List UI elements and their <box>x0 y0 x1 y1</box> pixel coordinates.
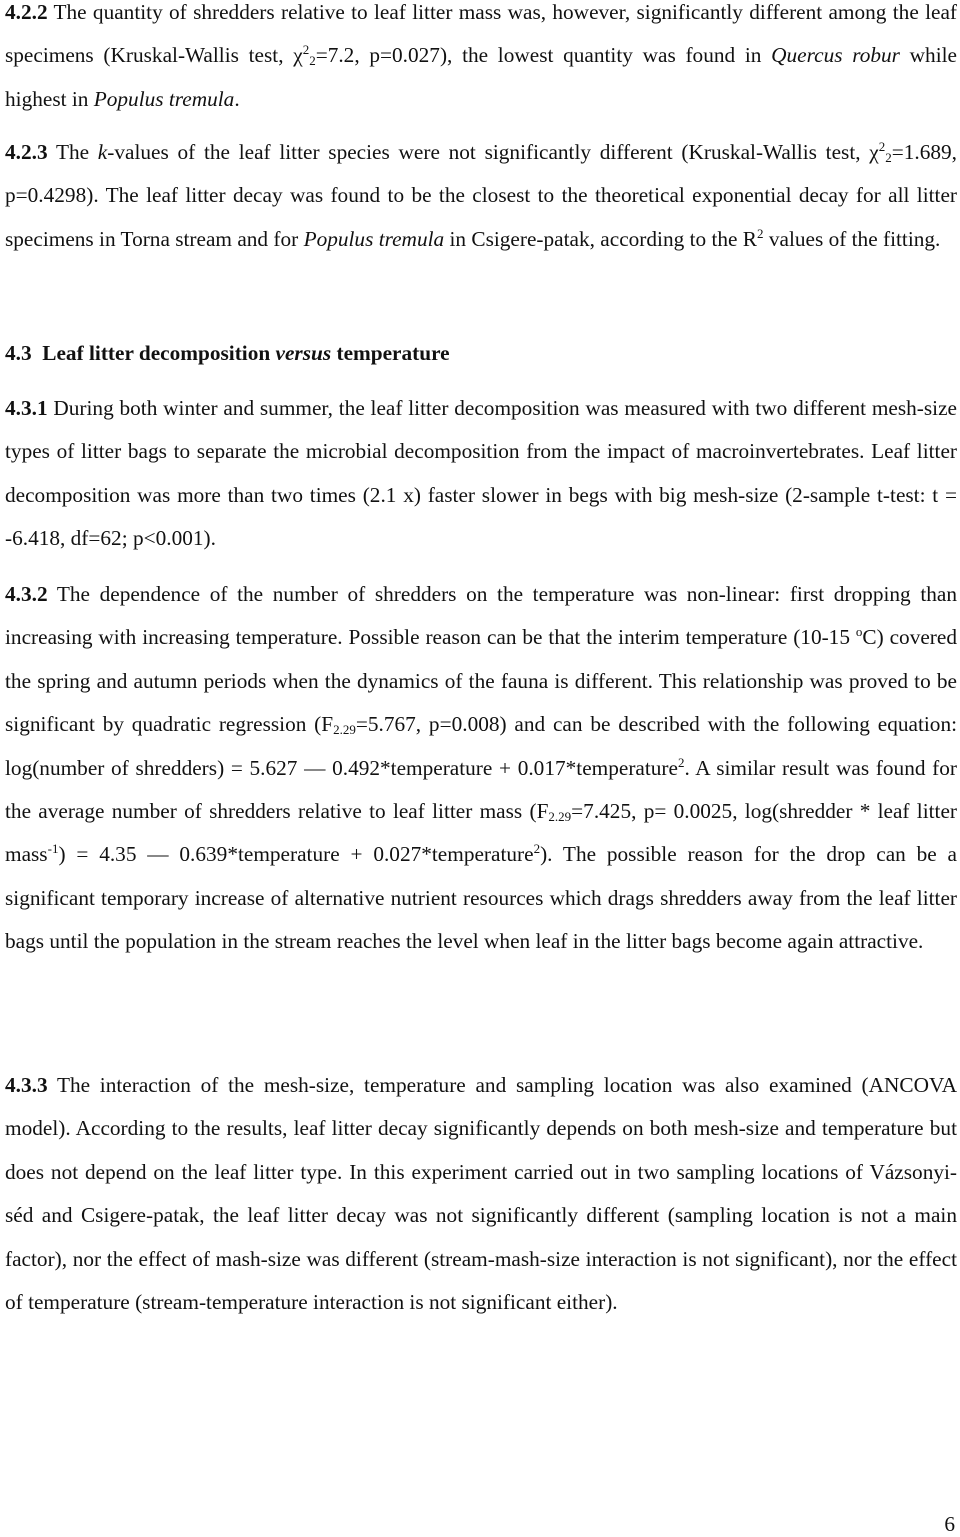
species-name: Populus tremula <box>303 226 445 251</box>
section-number: 4.2.2 <box>5 0 48 24</box>
superscript: 2 <box>677 754 685 770</box>
text: =1.689, p=0.4298). The leaf litter decay was found to be the closest to the theoretical exponential decay for all litter specimens in Torna stream and for <box>5 140 958 251</box>
italic-term: k <box>97 140 108 164</box>
text: C) covered the spring and autumn periods when the dynamics of the fauna is different. This relationship was proved to be significant by quadratic regression (F <box>5 625 957 737</box>
text: =7.2, p=0.027), the lowest quantity was found in <box>315 43 772 68</box>
paragraph-4-3-1 <box>5 387 957 561</box>
page-number: 6 <box>944 1512 955 1536</box>
text: while highest in <box>5 43 957 111</box>
text: The interaction of the mesh-size, temperature and sampling location was also examined (ANCOVA model). According to the results, leaf litter decay significantly depends on both mesh-size and temperature but does not depend on the leaf litter type. In this experiment carried out in two sampling locations of Vázsonyi-séd and Csigere-patak, the leaf litter decay was not significantly different (sampling location is not a main factor), nor the effect of mash-size was different (stream-mash-size interaction is not significant), nor the effect of temperature (stream-temperature interaction is not significant either). <box>5 1073 957 1315</box>
text: in Csigere-patak, according to the R <box>444 226 758 251</box>
text: ). The possible reason for the drop can be a significant temporary increase of alternative nutrient resources which drags shredders away from the leaf litter bags until the population in the stream reaches the level when leaf in the litter bags become again attractive. <box>5 842 957 954</box>
paragraph-4-2-2 <box>5 0 957 121</box>
text: . <box>234 86 240 111</box>
section-number: 4.3 <box>5 341 32 365</box>
subscript: 2.29 <box>548 809 572 825</box>
superscript: 2 <box>757 225 764 241</box>
species-name: Quercus robur <box>771 43 900 68</box>
superscript: 2 <box>302 42 310 58</box>
superscript: o <box>855 624 863 640</box>
section-number: 4.3.2 <box>5 582 48 606</box>
section-heading-4-3 <box>5 332 450 375</box>
text: =7.425, p= 0.0025, log(shredder * leaf litter mass <box>5 799 958 867</box>
text: -values of the leaf litter species were not significantly different (Kruskal-Wallis test, χ <box>107 140 879 164</box>
species-name: Populus tremula <box>93 86 235 111</box>
heading-italic: versus <box>275 341 332 365</box>
text: The dependence of the number of shredders on the temperature was non-linear: first dropping than increasing with increasing temperature. Possible reason can be that the interim temperature (10-15 <box>5 582 957 650</box>
text: During both winter and summer, the leaf litter decomposition was measured with two different mesh-size types of litter bags to separate the microbial decomposition from the impact of macroinvertebrates. Leaf litter decomposition was more than two times (2.1 x) faster slower in begs with big mesh-size (2-sample t-test: t = -6.418, df=62; p<0.001). <box>5 396 957 551</box>
text: ) = 4.35 ― 0.639*temperature + 0.027*temperature <box>58 842 534 867</box>
text: =5.767, p=0.008) and can be described with the following equation: log(number of shredders) = 5.627 ― 0.492*temperature + 0.017*temperature <box>5 712 958 780</box>
subscript: 2 <box>885 150 892 165</box>
heading-text: temperature <box>331 341 450 365</box>
paragraph-4-3-2 <box>5 573 957 964</box>
paragraph-4-3-3 <box>5 1064 957 1324</box>
subscript: 2.29 <box>333 722 356 738</box>
superscript: 2 <box>878 139 886 154</box>
section-number: 4.3.1 <box>5 396 48 420</box>
superscript: -1 <box>47 841 59 857</box>
paragraph-4-2-3 <box>5 131 957 261</box>
superscript: 2 <box>533 841 541 857</box>
section-number: 4.2.3 <box>5 140 48 164</box>
text: values of the fitting. <box>763 226 941 251</box>
heading-text: Leaf litter decomposition <box>31 341 276 365</box>
text: The <box>47 140 98 164</box>
text: . A similar result was found for the average number of shredders relative to leaf litter mass (F <box>5 755 958 824</box>
section-number: 4.3.3 <box>5 1073 48 1097</box>
text: The quantity of shredders relative to leaf litter mass was, however, significantly different among the leaf specimens (Kruskal-Wallis test, χ <box>5 0 957 68</box>
subscript: 2 <box>309 53 316 69</box>
